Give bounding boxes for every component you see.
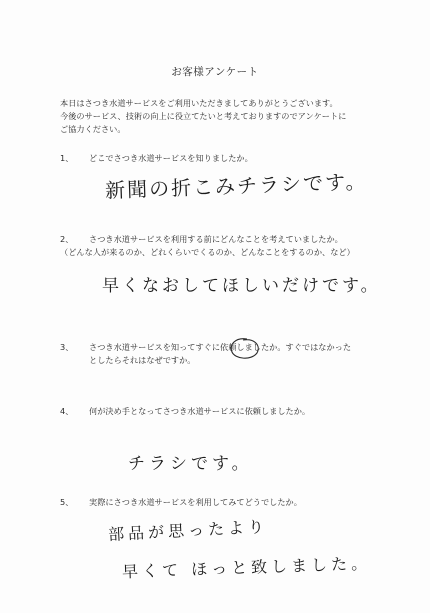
intro-line: ご協力ください。 — [60, 124, 126, 134]
handwritten-answer-1: 新聞の折こみチラシです。 — [104, 169, 368, 203]
question-subtext: としたらそれはなぜですか。 — [89, 355, 196, 365]
handwritten-circle-mark — [227, 336, 261, 362]
handwritten-answer-2: 早くなおしてほしいだけです。 — [102, 276, 381, 296]
question-text: さつき水道サービスを知ってすぐに依頼しましたか。すぐではなかった — [89, 342, 352, 352]
question-number: 3、 — [60, 342, 74, 352]
question-text: 何が決め手となってさつき水道サービスに依頼しましたか。 — [89, 406, 311, 416]
question-text: 実際にさつき水道サービスを利用してみてどうでしたか。 — [89, 497, 302, 507]
question-text: さつき水道サービスを利用する前にどんなことを考えていましたか。 — [89, 234, 343, 244]
handwritten-answer-4: チラシです。 — [128, 454, 253, 474]
page-title: お客様アンケート — [171, 66, 259, 78]
question-text: どこでさつき水道サービスを知りましたか。 — [89, 153, 253, 163]
question-number: 5、 — [60, 497, 74, 507]
question-number: 4、 — [60, 406, 74, 416]
handwritten-answer-5-line-1: 部品が思ったより — [107, 516, 269, 545]
intro-line: 今後のサービス、技術の向上に役立てたいと考えておりますのでアンケートに — [60, 111, 347, 121]
question-number: 1、 — [60, 153, 74, 163]
handwritten-answer-5-line-2: 早くて ほっと致しました。 — [121, 553, 372, 582]
intro-text — [60, 97, 390, 136]
question-subtext: （どんな人が来るのか、どれくらいでくるのか、どんなことをするのか、など） — [60, 247, 355, 257]
question-number: 2、 — [60, 234, 74, 244]
intro-line: 本日はさつき水道サービスをご利用いただきましてありがとうございます。 — [60, 98, 338, 108]
